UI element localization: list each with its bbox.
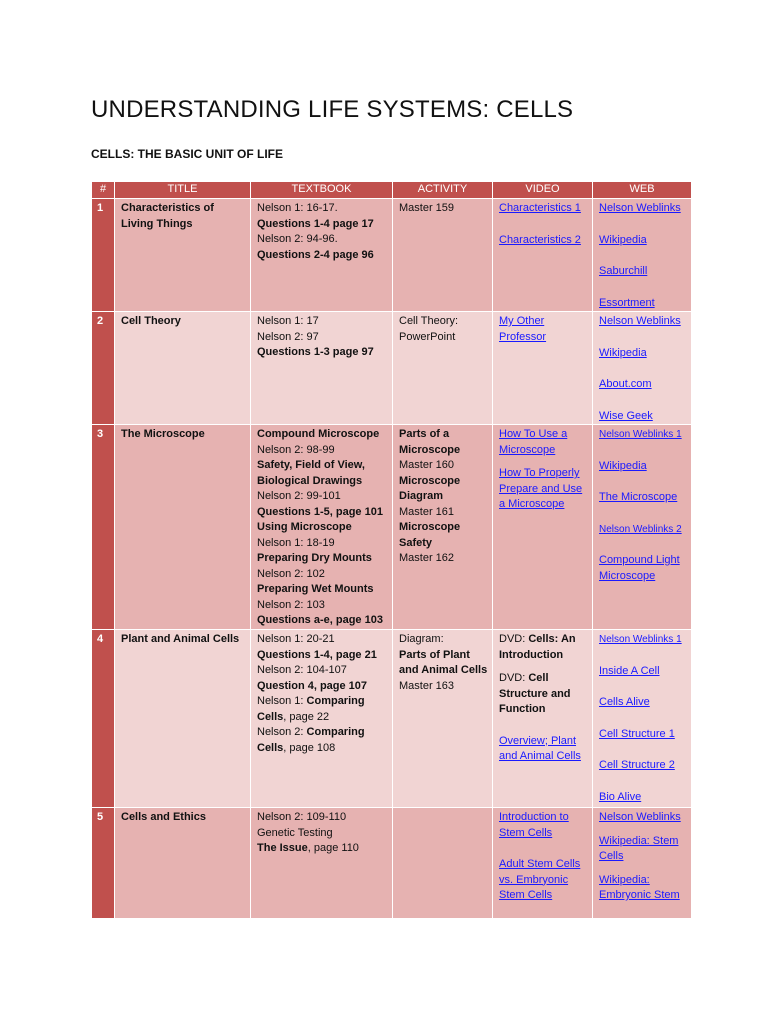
row-title bbox=[115, 425, 250, 629]
header-activity: ACTIVITY bbox=[393, 182, 492, 198]
web-link[interactable]: About.com bbox=[599, 378, 652, 390]
textbook-line: Compound Microscope bbox=[257, 428, 380, 440]
video-link[interactable]: How To Use a Microscope bbox=[499, 428, 568, 456]
textbook-line: Nelson 1: 17 bbox=[257, 315, 319, 327]
activity-cell bbox=[393, 199, 492, 311]
activity-cell bbox=[393, 312, 492, 424]
row-title bbox=[115, 808, 250, 918]
textbook-line: Nelson 2: 94-96. bbox=[257, 233, 338, 245]
activity-line: Parts of a bbox=[399, 428, 450, 440]
table-row bbox=[92, 808, 691, 918]
web-link[interactable]: Nelson Weblinks 1 bbox=[599, 634, 682, 645]
activity-line: Parts of Plant bbox=[399, 648, 470, 661]
row-title bbox=[115, 199, 250, 311]
header-web: WEB bbox=[593, 182, 691, 198]
textbook-line: Nelson 1: 18-19 bbox=[257, 536, 335, 549]
web-link[interactable]: Nelson Weblinks bbox=[599, 315, 681, 327]
web-link[interactable]: Bio Alive bbox=[599, 790, 642, 803]
web-link[interactable]: Compound Light Microscope bbox=[599, 554, 680, 582]
row-number: 2 bbox=[92, 312, 114, 424]
textbook-line: Nelson 2: 104-107 bbox=[257, 664, 347, 676]
activity-line: Diagram: bbox=[399, 633, 444, 645]
textbook-line: Nelson 2: 99-101 bbox=[257, 490, 341, 502]
video-cell bbox=[493, 312, 592, 424]
section-subtitle: CELLS: THE BASIC UNIT OF LIFE bbox=[91, 147, 283, 161]
activity-line: Diagram bbox=[399, 490, 444, 502]
video-cell bbox=[493, 425, 592, 629]
web-cell bbox=[593, 312, 691, 424]
web-link[interactable]: The Microscope bbox=[599, 491, 678, 503]
video-cell bbox=[493, 808, 592, 918]
web-cell bbox=[593, 630, 691, 807]
web-cell bbox=[593, 808, 691, 918]
table-row bbox=[92, 630, 691, 807]
textbook-line: Questions a-e, page 103 bbox=[257, 614, 383, 626]
activity-line: Master 162 bbox=[399, 552, 455, 564]
web-link[interactable]: Wikipedia: Embryonic Stem bbox=[599, 873, 680, 901]
textbook-line: Nelson 1: 16-17. bbox=[257, 202, 338, 214]
activity-line: Safety bbox=[399, 536, 433, 549]
textbook-line: Cells, page 22 bbox=[257, 710, 330, 723]
textbook-cell bbox=[251, 630, 392, 807]
textbook-line: Preparing Wet Mounts bbox=[257, 583, 374, 595]
title-line: Plant and Animal Cells bbox=[121, 633, 240, 645]
activity-cell bbox=[393, 630, 492, 807]
header-video: VIDEO bbox=[493, 182, 592, 198]
textbook-cell bbox=[251, 199, 392, 311]
video-dvd-line: DVD: Cells: An bbox=[499, 633, 576, 645]
video-link[interactable]: Overview; Plant and Animal Cells bbox=[499, 734, 581, 762]
cells-resource-table bbox=[91, 181, 692, 919]
activity-cell bbox=[393, 425, 492, 629]
web-link[interactable]: Inside A Cell bbox=[599, 664, 660, 677]
activity-line: Cell Theory: bbox=[399, 315, 459, 327]
video-link[interactable]: How To Properly Prepare and Use a Microscope bbox=[499, 467, 583, 510]
web-link[interactable]: Nelson Weblinks 2 bbox=[599, 523, 682, 535]
header-textbook: TEXTBOOK bbox=[251, 182, 392, 198]
activity-line: Master 159 bbox=[399, 202, 455, 214]
activity-line: Microscope bbox=[399, 521, 461, 533]
textbook-line: Questions 1-3 page 97 bbox=[257, 346, 374, 358]
title-line: Cells and Ethics bbox=[121, 811, 206, 823]
activity-line: Microscope bbox=[399, 443, 461, 456]
textbook-line: Nelson 2: 98-99 bbox=[257, 443, 335, 456]
table-row bbox=[92, 425, 691, 629]
row-title bbox=[115, 630, 250, 807]
textbook-line: Nelson 1: 20-21 bbox=[257, 633, 335, 645]
activity-line: and Animal Cells bbox=[399, 664, 488, 676]
video-dvd-line: Function bbox=[499, 703, 546, 715]
web-link[interactable]: Wikipedia: Stem Cells bbox=[599, 834, 679, 862]
video-dvd-line: DVD: Cell bbox=[499, 672, 549, 684]
textbook-line: Questions 2-4 page 96 bbox=[257, 248, 374, 261]
web-link[interactable]: Nelson Weblinks bbox=[599, 202, 681, 214]
activity-cell bbox=[393, 808, 492, 918]
row-number: 5 bbox=[92, 808, 114, 918]
video-link[interactable]: Introduction to Stem Cells bbox=[499, 811, 569, 839]
page-title: UNDERSTANDING LIFE SYSTEMS: CELLS bbox=[91, 96, 574, 123]
video-cell bbox=[493, 630, 592, 807]
row-number: 1 bbox=[92, 199, 114, 311]
video-link[interactable]: Professor bbox=[499, 330, 547, 343]
row-number: 4 bbox=[92, 630, 114, 807]
title-line: Characteristics of bbox=[121, 202, 214, 214]
header-number: # bbox=[92, 182, 114, 198]
web-link[interactable]: Nelson Weblinks 1 bbox=[599, 429, 682, 440]
video-link[interactable]: My Other bbox=[499, 315, 545, 327]
textbook-line: Preparing Dry Mounts bbox=[257, 552, 372, 564]
table-header-row bbox=[92, 182, 691, 198]
video-link[interactable]: Adult Stem Cells vs. Embryonic Stem Cells bbox=[499, 858, 581, 901]
textbook-line: Nelson 2: 109-110 bbox=[257, 811, 347, 823]
activity-line: PowerPoint bbox=[399, 330, 456, 343]
web-link[interactable]: Saburchill bbox=[599, 265, 648, 277]
textbook-line: Nelson 1: Comparing bbox=[257, 695, 365, 707]
activity-line: Microscope bbox=[399, 474, 461, 487]
textbook-line: The Issue, page 110 bbox=[257, 842, 359, 854]
web-link[interactable]: Cells Alive bbox=[599, 696, 650, 708]
textbook-line: Genetic Testing bbox=[257, 826, 333, 839]
web-link[interactable]: Wikipedia bbox=[599, 459, 647, 472]
table-row bbox=[92, 199, 691, 311]
textbook-line: Questions 1-5, page 101 bbox=[257, 505, 383, 518]
textbook-line: Nelson 2: 97 bbox=[257, 330, 319, 343]
row-title bbox=[115, 312, 250, 424]
web-link[interactable]: Wikipedia bbox=[599, 233, 647, 246]
activity-line: Master 163 bbox=[399, 679, 455, 692]
video-dvd-line: Structure and bbox=[499, 687, 571, 700]
header-title: TITLE bbox=[115, 182, 250, 198]
textbook-line: Safety, Field of View, bbox=[257, 459, 365, 471]
textbook-cell bbox=[251, 425, 392, 629]
row-number: 3 bbox=[92, 425, 114, 629]
textbook-line: Nelson 2: 102 bbox=[257, 567, 325, 580]
activity-line: Master 160 bbox=[399, 459, 455, 471]
textbook-line: Biological Drawings bbox=[257, 474, 363, 487]
video-link[interactable]: Characteristics 1 bbox=[499, 202, 581, 214]
textbook-line: Questions 1-4 page 17 bbox=[257, 217, 374, 230]
web-link[interactable]: Nelson Weblinks bbox=[599, 811, 681, 823]
web-link[interactable]: Cell Structure 1 bbox=[599, 727, 675, 740]
video-cell bbox=[493, 199, 592, 311]
table-row bbox=[92, 312, 691, 424]
textbook-line: Nelson 2: 103 bbox=[257, 598, 325, 611]
video-link[interactable]: Characteristics 2 bbox=[499, 233, 581, 246]
video-dvd-line: Introduction bbox=[499, 648, 564, 661]
textbook-cell bbox=[251, 808, 392, 918]
textbook-line: Nelson 2: Comparing bbox=[257, 726, 365, 738]
textbook-line: Questions 1-4, page 21 bbox=[257, 648, 377, 661]
web-cell bbox=[593, 199, 691, 311]
title-line: Cell Theory bbox=[121, 315, 181, 327]
web-link[interactable]: Wise Geek bbox=[599, 409, 653, 422]
web-link[interactable]: Cell Structure 2 bbox=[599, 759, 675, 771]
title-line: The Microscope bbox=[121, 428, 205, 440]
textbook-line: Using Microscope bbox=[257, 521, 352, 533]
textbook-cell bbox=[251, 312, 392, 424]
activity-line: Master 161 bbox=[399, 505, 455, 518]
textbook-line: Cells, page 108 bbox=[257, 741, 336, 754]
web-link[interactable]: Wikipedia bbox=[599, 346, 647, 359]
title-line: Living Things bbox=[121, 217, 193, 230]
web-link[interactable]: Essortment bbox=[599, 296, 655, 309]
textbook-line: Question 4, page 107 bbox=[257, 679, 368, 692]
web-cell bbox=[593, 425, 691, 629]
